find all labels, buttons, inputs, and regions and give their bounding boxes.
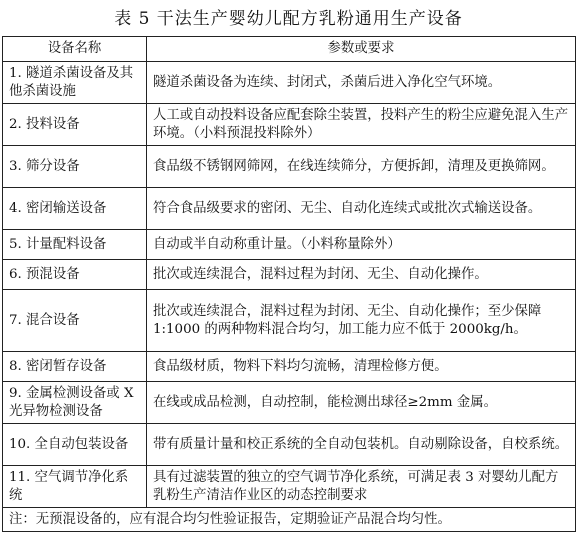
equipment-name-cell: 1. 隧道杀菌设备及其他杀菌设施	[3, 62, 147, 104]
equipment-name-cell: 5. 计量配料设备	[3, 230, 147, 260]
equipment-name-cell: 4. 密闭输送设备	[3, 188, 147, 230]
table-title: 表 5 干法生产婴幼儿配方乳粉通用生产设备	[114, 9, 463, 29]
requirement-cell: 隧道杀菌设备为连续、封闭式，杀菌后进入净化空气环境。	[147, 62, 576, 104]
header-equipment-name: 设备名称	[3, 37, 147, 62]
table-row	[3, 352, 576, 382]
equipment-name-cell: 3. 筛分设备	[3, 146, 147, 188]
requirement-cell: 食品级不锈钢网筛网，在线连续筛分，方便拆卸，清理及更换筛网。	[147, 146, 576, 188]
table-row	[3, 290, 576, 352]
table-note: 注：无预混设备的，应有混合均匀性验证报告，定期验证产品混合均匀性。	[3, 508, 576, 532]
table-row	[3, 466, 576, 508]
equipment-name-cell: 10. 全自动包装设备	[3, 424, 147, 466]
requirement-cell: 批次或连续混合，混料过程为封闭、无尘、自动化操作；至少保障 1:1000 的两种物料混合均匀，加工能力应不低于 2000kg/h。	[147, 290, 576, 352]
equipment-name-cell: 6. 预混设备	[3, 260, 147, 290]
requirement-cell: 食品级材质，物料下料均匀流畅，清理检修方便。	[147, 352, 576, 382]
table-row	[3, 260, 576, 290]
table-row	[3, 188, 576, 230]
requirement-cell: 符合食品级要求的密闭、无尘、自动化连续式或批次式输送设备。	[147, 188, 576, 230]
requirement-cell: 批次或连续混合，混料过程为封闭、无尘、自动化操作。	[147, 260, 576, 290]
table-note-row	[3, 508, 576, 532]
table-row	[3, 230, 576, 260]
equipment-name-cell: 9. 金属检测设备或 X 光异物检测设备	[3, 382, 147, 424]
header-parameters: 参数或要求	[147, 37, 576, 62]
equipment-name-cell: 8. 密闭暂存设备	[3, 352, 147, 382]
equipment-name-cell: 7. 混合设备	[3, 290, 147, 352]
table-row	[3, 62, 576, 104]
equipment-name-cell: 11. 空气调节净化系统	[3, 466, 147, 508]
table-header-row	[3, 37, 576, 62]
equipment-table	[2, 36, 576, 532]
table-row	[3, 424, 576, 466]
table-row	[3, 382, 576, 424]
requirement-cell: 具有过滤装置的独立的空气调节净化系统，可满足表 3 对婴幼儿配方乳粉生产清洁作业区的动态控制要求	[147, 466, 576, 508]
equipment-name-cell: 2. 投料设备	[3, 104, 147, 146]
requirement-cell: 自动或半自动称重计量。（小料称量除外）	[147, 230, 576, 260]
requirement-cell: 带有质量计量和校正系统的全自动包装机。自动剔除设备，自校系统。	[147, 424, 576, 466]
table-row	[3, 146, 576, 188]
requirement-cell: 在线或成品检测，自动控制，能检测出球径≥2mm 金属。	[147, 382, 576, 424]
requirement-cell: 人工或自动投料设备应配套除尘装置，投料产生的粉尘应避免混入生产环境。（小料预混投料除外）	[147, 104, 576, 146]
table-row	[3, 104, 576, 146]
